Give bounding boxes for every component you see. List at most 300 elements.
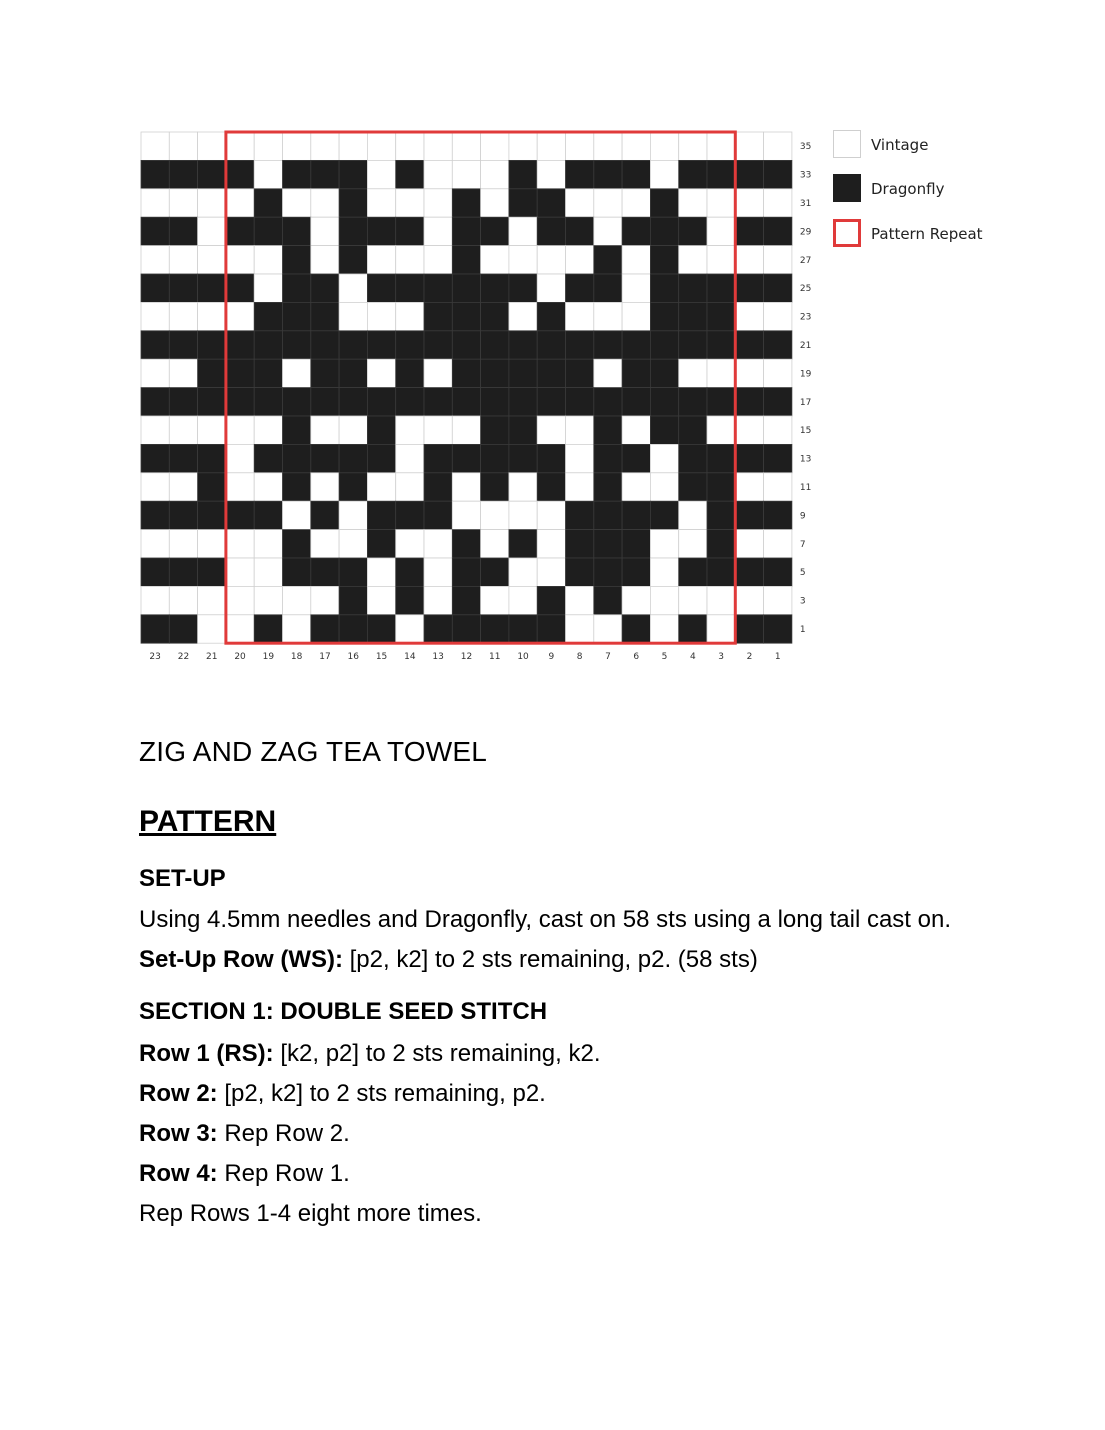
vintage-stitch bbox=[622, 473, 650, 501]
vintage-stitch bbox=[594, 359, 622, 387]
vintage-stitch bbox=[198, 217, 226, 245]
vintage-stitch bbox=[735, 302, 763, 330]
dragonfly-stitch bbox=[169, 274, 197, 302]
dragonfly-stitch bbox=[650, 189, 678, 217]
vintage-stitch bbox=[254, 274, 282, 302]
vintage-stitch bbox=[481, 246, 509, 274]
vintage-stitch bbox=[169, 359, 197, 387]
dragonfly-stitch bbox=[735, 217, 763, 245]
dragonfly-stitch bbox=[396, 558, 424, 586]
dragonfly-stitch bbox=[679, 274, 707, 302]
dragonfly-stitch bbox=[424, 331, 452, 359]
column-label: 18 bbox=[290, 652, 303, 663]
dragonfly-stitch bbox=[226, 217, 254, 245]
vintage-stitch bbox=[452, 132, 480, 160]
vintage-stitch bbox=[367, 189, 395, 217]
dragonfly-stitch bbox=[339, 388, 367, 416]
vintage-stitch bbox=[537, 246, 565, 274]
vintage-stitch bbox=[481, 189, 509, 217]
row-label: 17 bbox=[799, 397, 812, 408]
dragonfly-stitch bbox=[707, 473, 735, 501]
dragonfly-stitch bbox=[537, 331, 565, 359]
dragonfly-stitch bbox=[679, 160, 707, 188]
vintage-stitch bbox=[764, 189, 792, 217]
dragonfly-stitch bbox=[537, 473, 565, 501]
dragonfly-stitch bbox=[707, 444, 735, 472]
vintage-stitch bbox=[367, 473, 395, 501]
vintage-stitch bbox=[424, 189, 452, 217]
dragonfly-stitch bbox=[622, 359, 650, 387]
dragonfly-stitch bbox=[707, 501, 735, 529]
dragonfly-stitch bbox=[594, 246, 622, 274]
column-label: 20 bbox=[234, 652, 246, 663]
vintage-stitch bbox=[141, 473, 169, 501]
vintage-stitch bbox=[198, 189, 226, 217]
dragonfly-stitch bbox=[679, 388, 707, 416]
vintage-stitch bbox=[537, 160, 565, 188]
vintage-stitch bbox=[707, 615, 735, 643]
vintage-stitch bbox=[679, 189, 707, 217]
row-text: [k2, p2] to 2 sts remaining, k2. bbox=[273, 1040, 601, 1067]
row-label: 7 bbox=[799, 539, 806, 550]
row-label: Row 2: bbox=[139, 1080, 218, 1107]
vintage-stitch bbox=[481, 501, 509, 529]
vintage-stitch bbox=[254, 416, 282, 444]
dragonfly-stitch bbox=[283, 388, 311, 416]
vintage-stitch bbox=[622, 246, 650, 274]
vintage-stitch bbox=[566, 246, 594, 274]
dragonfly-stitch bbox=[339, 160, 367, 188]
vintage-stitch bbox=[537, 501, 565, 529]
dragonfly-stitch bbox=[481, 274, 509, 302]
vintage-stitch bbox=[622, 189, 650, 217]
vintage-stitch bbox=[141, 359, 169, 387]
vintage-stitch bbox=[707, 217, 735, 245]
dragonfly-stitch bbox=[226, 160, 254, 188]
legend-label: Pattern Repeat bbox=[871, 225, 983, 243]
vintage-stitch bbox=[254, 160, 282, 188]
dragonfly-stitch bbox=[283, 558, 311, 586]
dragonfly-stitch bbox=[452, 615, 480, 643]
vintage-stitch bbox=[311, 217, 339, 245]
dragonfly-stitch bbox=[764, 615, 792, 643]
column-label: 19 bbox=[262, 652, 275, 663]
vintage-stitch bbox=[311, 586, 339, 614]
dragonfly-stitch bbox=[169, 217, 197, 245]
vintage-stitch bbox=[396, 189, 424, 217]
dragonfly-stitch bbox=[481, 331, 509, 359]
vintage-stitch bbox=[735, 246, 763, 274]
dragonfly-stitch bbox=[566, 530, 594, 558]
vintage-stitch bbox=[339, 132, 367, 160]
vintage-stitch bbox=[679, 501, 707, 529]
dragonfly-stitch bbox=[707, 530, 735, 558]
dragonfly-stitch bbox=[594, 274, 622, 302]
dragonfly-stitch bbox=[452, 586, 480, 614]
dragonfly-stitch bbox=[481, 217, 509, 245]
row-label: 33 bbox=[799, 170, 812, 181]
vintage-stitch bbox=[707, 359, 735, 387]
dragonfly-stitch bbox=[254, 501, 282, 529]
row-label: 19 bbox=[799, 369, 812, 380]
vintage-stitch bbox=[339, 530, 367, 558]
dragonfly-stitch bbox=[622, 558, 650, 586]
vintage-stitch bbox=[424, 359, 452, 387]
vintage-stitch bbox=[283, 586, 311, 614]
column-label: 12 bbox=[460, 652, 473, 663]
vintage-stitch bbox=[679, 530, 707, 558]
vintage-stitch bbox=[254, 132, 282, 160]
dragonfly-stitch bbox=[339, 586, 367, 614]
legend-label: Dragonfly bbox=[871, 180, 945, 198]
vintage-stitch bbox=[764, 473, 792, 501]
pattern-document bbox=[139, 730, 969, 1229]
dragonfly-stitch bbox=[424, 274, 452, 302]
vintage-stitch bbox=[650, 444, 678, 472]
dragonfly-stitch bbox=[198, 331, 226, 359]
row-label: Set-Up Row (WS): bbox=[139, 946, 343, 973]
dragonfly-stitch bbox=[396, 501, 424, 529]
vintage-stitch bbox=[452, 416, 480, 444]
vintage-stitch bbox=[198, 132, 226, 160]
dragonfly-stitch bbox=[537, 444, 565, 472]
dragonfly-stitch bbox=[226, 359, 254, 387]
row-text: [p2, k2] to 2 sts remaining, p2. (58 sts) bbox=[342, 946, 758, 973]
dragonfly-stitch bbox=[424, 615, 452, 643]
dragonfly-stitch bbox=[396, 274, 424, 302]
vintage-stitch bbox=[169, 473, 197, 501]
vintage-stitch bbox=[679, 132, 707, 160]
dragonfly-stitch bbox=[707, 388, 735, 416]
dragonfly-stitch bbox=[254, 388, 282, 416]
row-label: 3 bbox=[799, 596, 806, 607]
vintage-stitch bbox=[679, 359, 707, 387]
dragonfly-stitch bbox=[537, 615, 565, 643]
dragonfly-stitch bbox=[424, 302, 452, 330]
row-label: 35 bbox=[799, 142, 812, 153]
vintage-stitch bbox=[452, 501, 480, 529]
row-instruction bbox=[139, 1038, 969, 1069]
vintage-stitch bbox=[481, 160, 509, 188]
vintage-stitch bbox=[707, 189, 735, 217]
column-label: 2 bbox=[746, 652, 753, 663]
dragonfly-stitch bbox=[509, 189, 537, 217]
row-label: 11 bbox=[799, 483, 812, 493]
column-label: 7 bbox=[605, 652, 611, 663]
dragonfly-stitch bbox=[679, 416, 707, 444]
dragonfly-stitch bbox=[339, 473, 367, 501]
chart-legend bbox=[833, 130, 1033, 260]
column-label: 16 bbox=[347, 652, 359, 663]
dragonfly-stitch bbox=[566, 217, 594, 245]
dragonfly-stitch bbox=[509, 530, 537, 558]
vintage-stitch bbox=[141, 586, 169, 614]
row-label: 15 bbox=[799, 426, 812, 437]
dragonfly-stitch bbox=[254, 302, 282, 330]
vintage-stitch bbox=[452, 160, 480, 188]
vintage-stitch bbox=[198, 586, 226, 614]
dragonfly-stitch bbox=[537, 586, 565, 614]
vintage-stitch bbox=[764, 302, 792, 330]
vintage-stitch bbox=[650, 615, 678, 643]
dragonfly-stitch bbox=[537, 302, 565, 330]
vintage-stitch bbox=[283, 189, 311, 217]
vintage-stitch bbox=[226, 558, 254, 586]
dragonfly-stitch bbox=[367, 388, 395, 416]
dragonfly-stitch bbox=[198, 359, 226, 387]
vintage-stitch bbox=[339, 416, 367, 444]
dragonfly-stitch bbox=[226, 388, 254, 416]
dragonfly-stitch bbox=[396, 217, 424, 245]
dragonfly-stitch bbox=[339, 444, 367, 472]
vintage-stitch bbox=[537, 132, 565, 160]
dragonfly-stitch bbox=[707, 331, 735, 359]
dragonfly-stitch bbox=[594, 160, 622, 188]
dragonfly-stitch bbox=[650, 331, 678, 359]
vintage-stitch bbox=[254, 246, 282, 274]
column-label: 23 bbox=[149, 652, 161, 663]
dragonfly-stitch bbox=[650, 217, 678, 245]
column-label: 4 bbox=[689, 652, 696, 663]
row-instruction bbox=[139, 1158, 969, 1189]
dragonfly-stitch bbox=[452, 444, 480, 472]
vintage-stitch bbox=[396, 530, 424, 558]
row-label: 23 bbox=[799, 312, 812, 323]
vintage-stitch bbox=[367, 132, 395, 160]
vintage-stitch bbox=[226, 586, 254, 614]
vintage-stitch bbox=[452, 473, 480, 501]
vintage-stitch bbox=[594, 189, 622, 217]
vintage-stitch bbox=[594, 217, 622, 245]
dragonfly-stitch bbox=[169, 444, 197, 472]
dragonfly-stitch bbox=[735, 388, 763, 416]
row-label: Row 3: bbox=[139, 1120, 218, 1147]
vintage-stitch bbox=[169, 530, 197, 558]
dragonfly-stitch bbox=[707, 558, 735, 586]
vintage-stitch bbox=[424, 160, 452, 188]
row-label: 27 bbox=[799, 255, 812, 266]
dragonfly-stitch bbox=[339, 246, 367, 274]
dragonfly-stitch bbox=[509, 160, 537, 188]
dragonfly-stitch bbox=[339, 359, 367, 387]
dragonfly-stitch bbox=[367, 217, 395, 245]
dragonfly-stitch bbox=[283, 416, 311, 444]
vintage-stitch bbox=[339, 274, 367, 302]
dragonfly-stitch bbox=[764, 388, 792, 416]
vintage-stitch bbox=[254, 558, 282, 586]
dragonfly-stitch bbox=[452, 558, 480, 586]
dragonfly-stitch bbox=[283, 160, 311, 188]
dragonfly-stitch bbox=[198, 501, 226, 529]
dragonfly-stitch bbox=[509, 274, 537, 302]
vintage-stitch bbox=[311, 189, 339, 217]
vintage-stitch bbox=[169, 416, 197, 444]
row-label: 25 bbox=[799, 284, 812, 295]
dragonfly-stitch bbox=[764, 331, 792, 359]
dragonfly-stitch bbox=[679, 331, 707, 359]
vintage-stitch bbox=[226, 246, 254, 274]
vintage-stitch bbox=[537, 274, 565, 302]
dragonfly-stitch bbox=[566, 331, 594, 359]
column-label: 15 bbox=[375, 652, 388, 663]
dragonfly-stitch bbox=[311, 501, 339, 529]
dragonfly-stitch bbox=[169, 388, 197, 416]
dragonfly-stitch bbox=[396, 331, 424, 359]
repeat-instruction: Rep Rows 1-4 eight more times. bbox=[139, 1200, 482, 1227]
dragonfly-stitch bbox=[169, 331, 197, 359]
vintage-stitch bbox=[396, 444, 424, 472]
vintage-stitch bbox=[650, 530, 678, 558]
vintage-stitch bbox=[226, 189, 254, 217]
column-label: 17 bbox=[319, 652, 331, 663]
dragonfly-stitch bbox=[452, 274, 480, 302]
dragonfly-stitch bbox=[141, 160, 169, 188]
column-label: 9 bbox=[548, 652, 555, 663]
vintage-stitch bbox=[509, 473, 537, 501]
row-label: 13 bbox=[799, 454, 812, 465]
dragonfly-stitch bbox=[452, 189, 480, 217]
document-title: ZIG AND ZAG TEA TOWEL bbox=[139, 736, 488, 767]
column-label: 8 bbox=[576, 652, 583, 663]
vintage-stitch bbox=[169, 246, 197, 274]
vintage-stitch bbox=[424, 416, 452, 444]
dragonfly-stitch bbox=[735, 558, 763, 586]
dragonfly-stitch bbox=[141, 331, 169, 359]
vintage-stitch bbox=[311, 530, 339, 558]
vintage-stitch bbox=[650, 558, 678, 586]
dragonfly-stitch bbox=[367, 615, 395, 643]
vintage-stitch bbox=[198, 615, 226, 643]
dragonfly-stitch bbox=[594, 501, 622, 529]
dragonfly-stitch bbox=[566, 388, 594, 416]
legend-label: Vintage bbox=[871, 136, 929, 154]
vintage-stitch bbox=[622, 132, 650, 160]
dragonfly-stitch bbox=[622, 530, 650, 558]
vintage-stitch bbox=[735, 473, 763, 501]
vintage-stitch bbox=[566, 473, 594, 501]
dragonfly-stitch bbox=[650, 246, 678, 274]
column-label: 13 bbox=[432, 652, 444, 663]
dragonfly-stitch bbox=[679, 473, 707, 501]
dragonfly-stitch bbox=[311, 359, 339, 387]
vintage-stitch bbox=[764, 416, 792, 444]
vintage-stitch bbox=[226, 416, 254, 444]
legend-item-dragonfly bbox=[833, 174, 1033, 206]
vintage-stitch bbox=[707, 246, 735, 274]
dragonfly-stitch bbox=[198, 388, 226, 416]
row-label: 9 bbox=[799, 511, 806, 522]
vintage-stitch bbox=[735, 586, 763, 614]
dragonfly-stitch bbox=[622, 501, 650, 529]
vintage-stitch bbox=[226, 444, 254, 472]
dragonfly-stitch bbox=[198, 160, 226, 188]
dragonfly-stitch bbox=[481, 302, 509, 330]
vintage-stitch bbox=[509, 217, 537, 245]
vintage-stitch bbox=[424, 530, 452, 558]
vintage-stitch bbox=[141, 132, 169, 160]
vintage-stitch bbox=[169, 189, 197, 217]
dragonfly-stitch bbox=[735, 615, 763, 643]
vintage-stitch bbox=[424, 586, 452, 614]
dragonfly-stitch bbox=[509, 331, 537, 359]
dragonfly-stitch bbox=[679, 615, 707, 643]
dragonfly-stitch bbox=[424, 388, 452, 416]
dragonfly-stitch bbox=[481, 444, 509, 472]
row-label: Row 4: bbox=[139, 1160, 218, 1187]
row-instruction bbox=[139, 1078, 969, 1109]
dragonfly-stitch bbox=[141, 444, 169, 472]
dragonfly-swatch bbox=[833, 174, 861, 202]
dragonfly-stitch bbox=[198, 558, 226, 586]
vintage-stitch bbox=[566, 416, 594, 444]
dragonfly-stitch bbox=[537, 217, 565, 245]
dragonfly-stitch bbox=[339, 331, 367, 359]
row-label: 29 bbox=[799, 227, 812, 238]
vintage-stitch bbox=[594, 132, 622, 160]
dragonfly-stitch bbox=[311, 160, 339, 188]
dragonfly-stitch bbox=[169, 160, 197, 188]
dragonfly-stitch bbox=[396, 388, 424, 416]
dragonfly-stitch bbox=[735, 160, 763, 188]
dragonfly-stitch bbox=[452, 388, 480, 416]
row-label: 31 bbox=[799, 199, 812, 209]
row-label: 21 bbox=[799, 341, 812, 351]
dragonfly-stitch bbox=[254, 444, 282, 472]
vintage-stitch bbox=[367, 359, 395, 387]
dragonfly-stitch bbox=[198, 473, 226, 501]
dragonfly-stitch bbox=[622, 217, 650, 245]
dragonfly-stitch bbox=[594, 473, 622, 501]
dragonfly-stitch bbox=[764, 274, 792, 302]
dragonfly-stitch bbox=[283, 331, 311, 359]
dragonfly-stitch bbox=[707, 274, 735, 302]
vintage-stitch bbox=[367, 246, 395, 274]
dragonfly-stitch bbox=[735, 444, 763, 472]
dragonfly-stitch bbox=[650, 501, 678, 529]
vintage-stitch bbox=[254, 530, 282, 558]
vintage-stitch bbox=[509, 558, 537, 586]
dragonfly-stitch bbox=[566, 160, 594, 188]
dragonfly-stitch bbox=[254, 359, 282, 387]
vintage-stitch bbox=[566, 189, 594, 217]
dragonfly-stitch bbox=[566, 274, 594, 302]
dragonfly-stitch bbox=[622, 444, 650, 472]
vintage-stitch bbox=[169, 586, 197, 614]
dragonfly-stitch bbox=[452, 359, 480, 387]
vintage-stitch bbox=[396, 302, 424, 330]
vintage-stitch bbox=[566, 302, 594, 330]
dragonfly-stitch bbox=[424, 444, 452, 472]
setup-instructions: Using 4.5mm needles and Dragonfly, cast on 58 sts using a long tail cast on. bbox=[139, 906, 952, 933]
row-text: Rep Row 2. bbox=[217, 1120, 350, 1147]
dragonfly-stitch bbox=[764, 558, 792, 586]
vintage-stitch bbox=[707, 132, 735, 160]
vintage-stitch bbox=[283, 359, 311, 387]
vintage-stitch bbox=[622, 586, 650, 614]
setup-heading: SET-UP bbox=[139, 865, 226, 892]
vintage-stitch bbox=[169, 302, 197, 330]
dragonfly-stitch bbox=[735, 501, 763, 529]
dragonfly-stitch bbox=[679, 217, 707, 245]
vintage-stitch bbox=[367, 302, 395, 330]
vintage-stitch bbox=[735, 416, 763, 444]
dragonfly-stitch bbox=[622, 160, 650, 188]
row-label: Row 1 (RS): bbox=[139, 1040, 274, 1067]
dragonfly-stitch bbox=[481, 359, 509, 387]
column-label: 6 bbox=[633, 652, 640, 663]
dragonfly-stitch bbox=[594, 444, 622, 472]
dragonfly-stitch bbox=[594, 416, 622, 444]
